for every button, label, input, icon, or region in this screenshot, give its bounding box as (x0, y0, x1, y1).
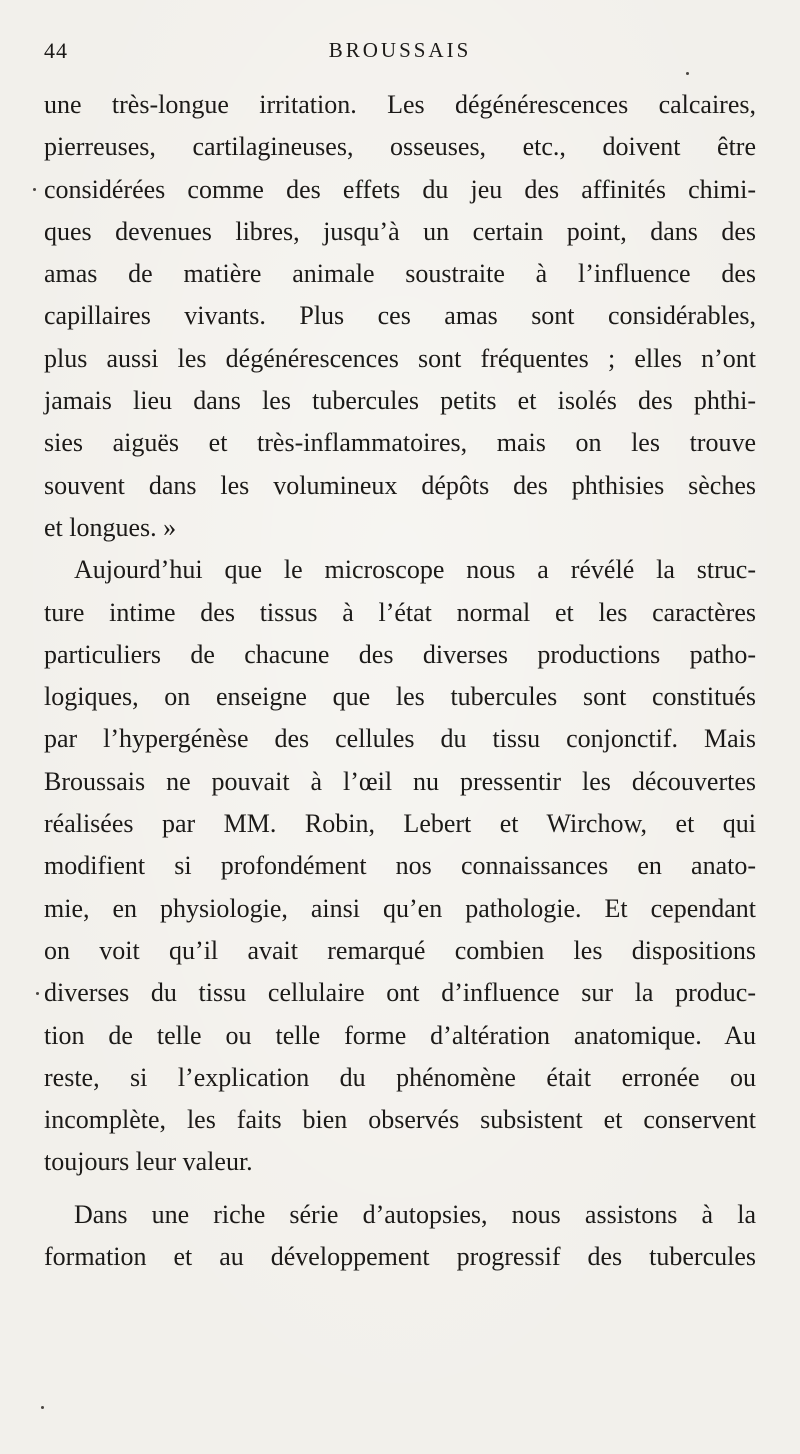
text-line: souvent dans les volumineux dépôts des phthisies sèches (44, 470, 756, 500)
text-line: diverses du tissu cellulaire ont d’influence sur la produc- (44, 978, 756, 1008)
text-line: formation et au développement progressif des tubercules (44, 1242, 756, 1272)
paragraph-gap (44, 1184, 756, 1194)
text-line: on voit qu’il avait remarqué combien les dispositions (44, 935, 756, 965)
text-line: plus aussi les dégénérescences sont fréquentes ; elles n’ont (44, 343, 756, 373)
text-line: toujours leur valeur. (44, 1147, 253, 1177)
page-number: 44 (44, 38, 68, 63)
body-text (44, 84, 756, 1278)
ink-speck (686, 72, 689, 75)
text-line: modifient si profondément nos connaissances en anato- (44, 851, 756, 881)
text-line: particuliers de chacune des diverses productions patho- (44, 639, 756, 669)
running-title: BROUSSAIS (328, 38, 472, 62)
text-line: tion de telle ou telle forme d’altération anatomique. Au (44, 1020, 756, 1050)
text-line: ture intime des tissus à l’état normal et les caractères (44, 597, 756, 627)
text-line: Broussais ne pouvait à l’œil nu pressentir les découvertes (44, 766, 756, 796)
ink-speck (36, 992, 39, 995)
ink-speck (41, 1406, 44, 1409)
text-line: amas de matière animale soustraite à l’influence des (44, 259, 756, 289)
text-line: logiques, on enseigne que les tubercules sont constitués (44, 682, 756, 712)
text-line: mie, en physiologie, ainsi qu’en pathologie. Et cependant (44, 893, 756, 923)
text-line: et longues. » (44, 512, 177, 542)
paragraph-2 (44, 549, 756, 1183)
text-line: capillaires vivants. Plus ces amas sont considérables, (44, 301, 756, 331)
text-line: considérées comme des effets du jeu des affinités chimi- (44, 174, 756, 204)
paragraph-3 (44, 1194, 756, 1279)
text-line: reste, si l’explication du phénomène était erronée ou (44, 1062, 756, 1092)
text-line: Dans une riche série d’autopsies, nous assistons à la (74, 1199, 756, 1229)
text-line: ques devenues libres, jusqu’à un certain point, dans des (44, 216, 756, 246)
text-line: pierreuses, cartilagineuses, osseuses, etc., doivent être (44, 132, 756, 162)
text-line: par l’hypergénèse des cellules du tissu conjonctif. Mais (44, 724, 756, 754)
text-line: réalisées par MM. Robin, Lebert et Wirchow, et qui (44, 809, 756, 839)
ink-speck (33, 188, 36, 191)
running-head (44, 38, 756, 72)
text-line: incomplète, les faits bien observés subsistent et conservent (44, 1105, 756, 1135)
text-line: Aujourd’hui que le microscope nous a révélé la struc- (74, 555, 756, 585)
paragraph-1 (44, 84, 756, 549)
text-line: jamais lieu dans les tubercules petits et isolés des phthi- (44, 386, 756, 416)
text-line: sies aiguës et très-inflammatoires, mais on les trouve (44, 428, 756, 458)
text-line: une très-longue irritation. Les dégénérescences calcaires, (44, 90, 756, 119)
